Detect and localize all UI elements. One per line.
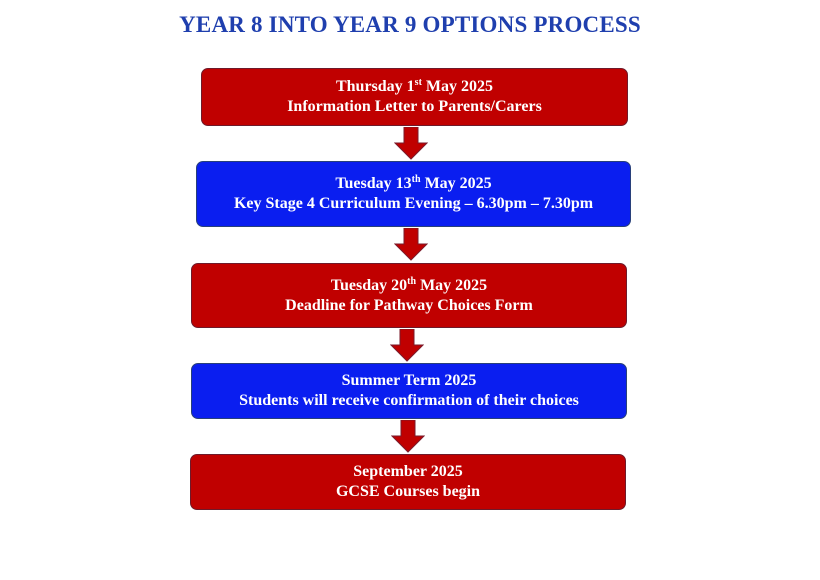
step-4-date: Summer Term 2025 bbox=[341, 372, 477, 389]
arrow-down-icon bbox=[390, 329, 424, 363]
step-1-date: Thursday 1st May 2025 bbox=[335, 77, 494, 95]
step-4-box bbox=[191, 363, 627, 419]
step-2-text: Key Stage 4 Curriculum Evening – 6.30pm – 7.30pm bbox=[233, 195, 594, 212]
step-3-date: Tuesday 20th May 2025 bbox=[330, 275, 488, 294]
page-title: YEAR 8 INTO YEAR 9 OPTIONS PROCESS bbox=[179, 12, 641, 37]
step-3-box bbox=[191, 263, 627, 328]
arrow-down-icon bbox=[394, 127, 428, 161]
arrow-down-icon bbox=[391, 420, 425, 454]
step-2-box bbox=[196, 161, 631, 227]
step-1-box bbox=[201, 68, 628, 126]
arrow-down-icon bbox=[394, 228, 428, 262]
step-4-text: Students will receive confirmation of their choices bbox=[239, 392, 579, 409]
step-2-date: Tuesday 13th May 2025 bbox=[335, 174, 492, 192]
step-5-text: GCSE Courses begin bbox=[335, 483, 481, 500]
step-5-date: September 2025 bbox=[353, 463, 463, 480]
step-1-text: Information Letter to Parents/Carers bbox=[287, 98, 542, 115]
step-5-box bbox=[190, 454, 626, 510]
step-3-text: Deadline for Pathway Choices Form bbox=[285, 296, 533, 314]
